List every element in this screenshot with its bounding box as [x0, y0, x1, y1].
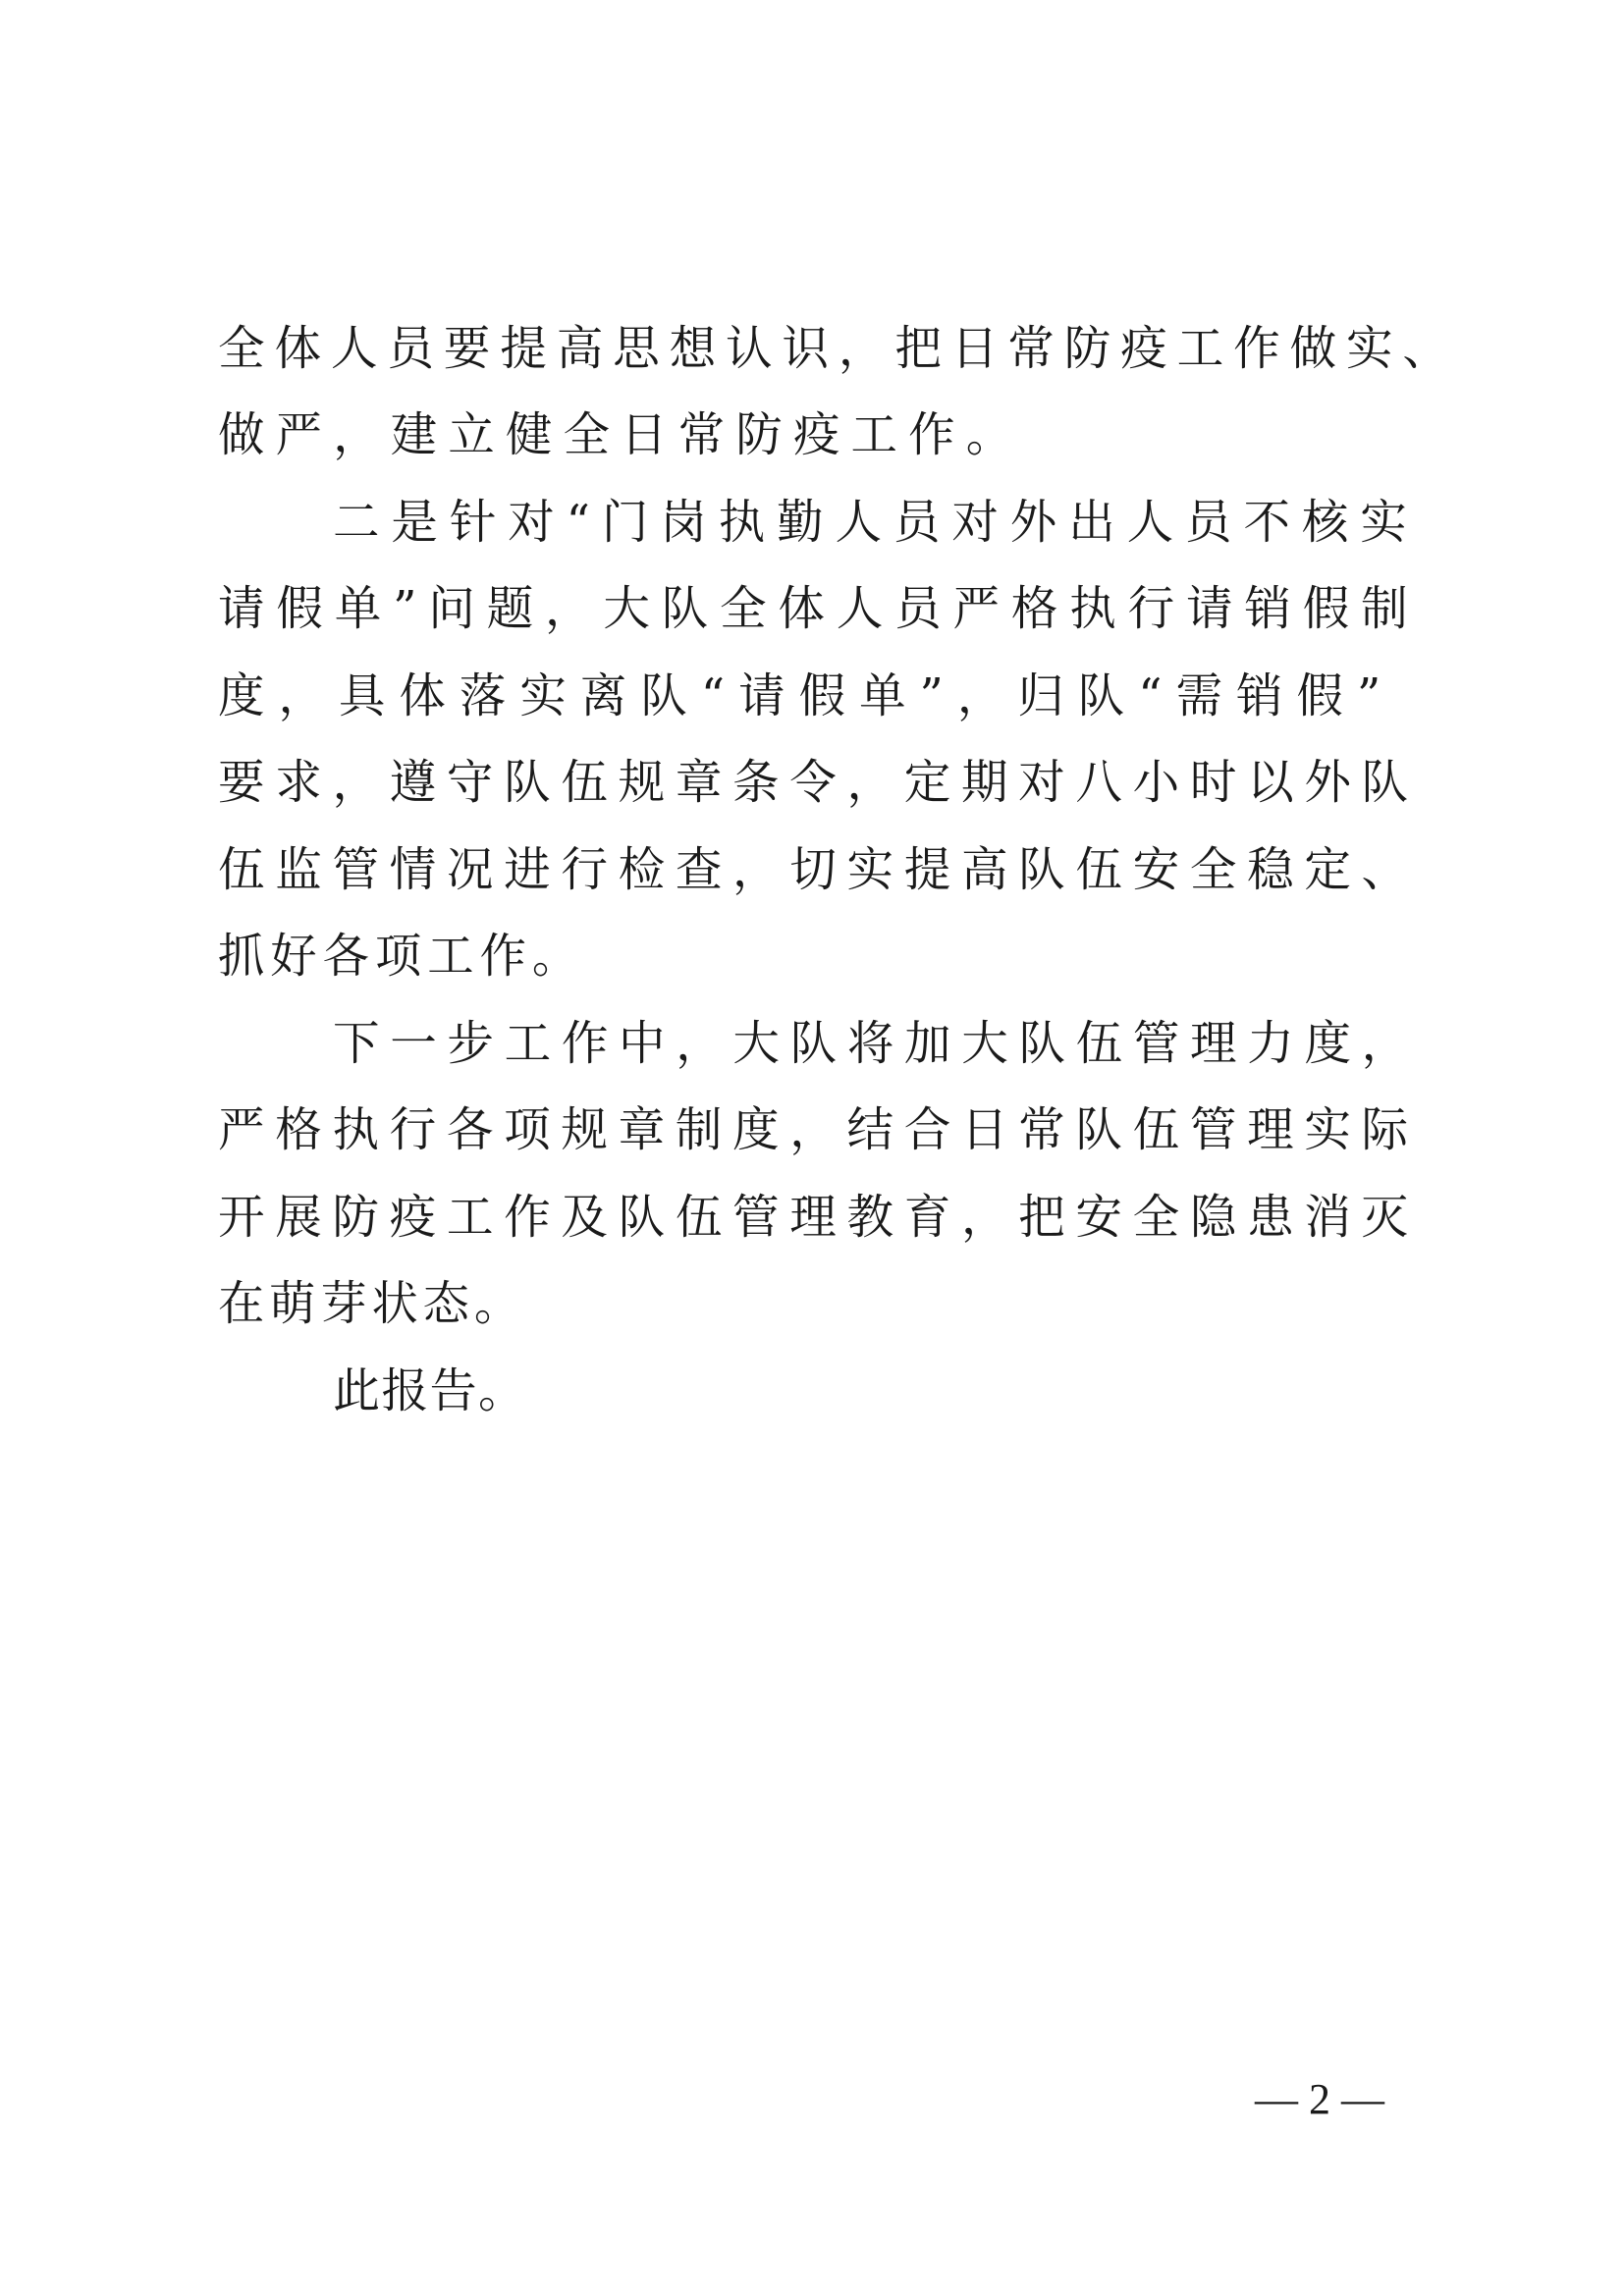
body-line: 做严，建立健全日常防疫工作。 [218, 407, 1024, 462]
body-line: 要求，遵守队伍规章条令，定期对八小时以外队 [218, 755, 1419, 810]
body-line: 开展防疫工作及队伍管理教育，把安全隐患消灭 [218, 1190, 1419, 1245]
body-line: 全体人员要提高思想认识，把日常防疫工作做实、 [218, 321, 1459, 376]
body-line: 下一步工作中，大队将加大队伍管理力度， [333, 1016, 1419, 1071]
body-line: 此报告。 [333, 1363, 527, 1418]
body-line: 二是针对“门岗执勤人员对外出人员不核实 [333, 495, 1419, 550]
body-line: 抓好各项工作。 [218, 929, 585, 984]
body-line: 度，具体落实离队“请假单”，归队“需销假” [218, 668, 1395, 723]
page-number: — 2 — [1255, 2075, 1384, 2123]
body-line: 在萌芽状态。 [218, 1276, 526, 1331]
body-line: 严格执行各项规章制度，结合日常队伍管理实际 [218, 1102, 1419, 1157]
body-line: 请假单”问题，大队全体人员严格执行请销假制 [218, 581, 1420, 636]
body-line: 伍监管情况进行检查，切实提高队伍安全稳定、 [218, 842, 1419, 897]
